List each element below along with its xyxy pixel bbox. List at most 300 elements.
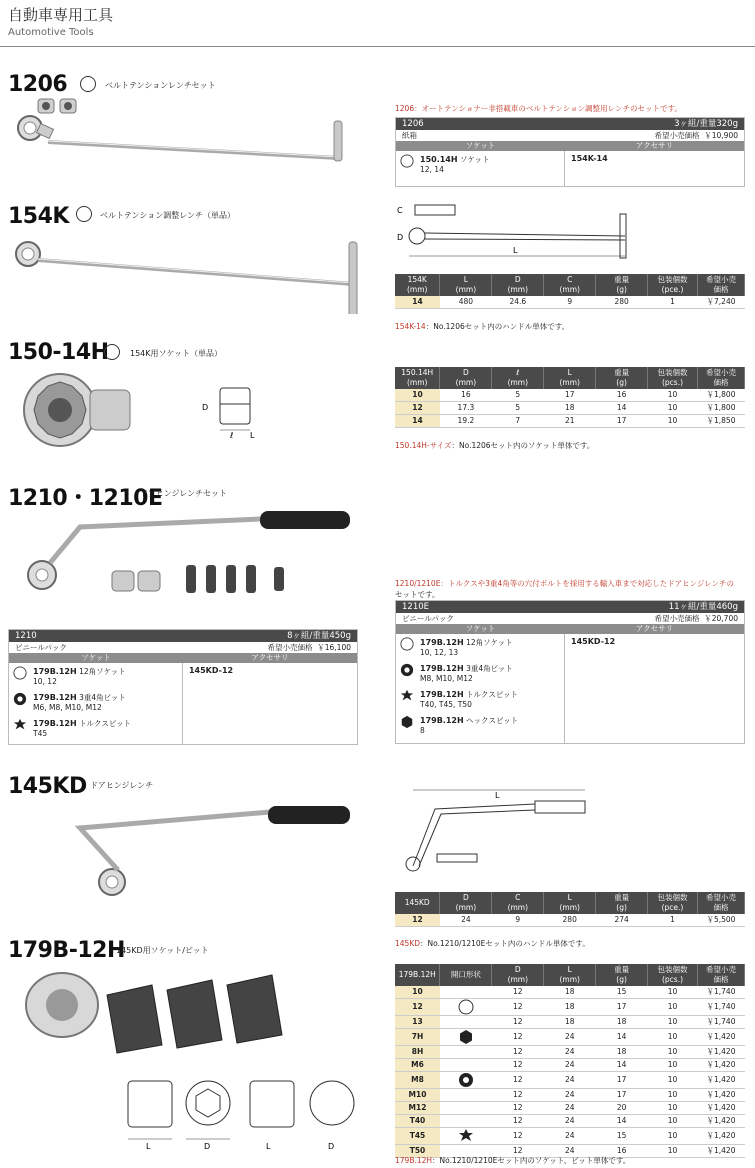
size-cell: T50 bbox=[395, 1145, 440, 1158]
socket-kind: 3重4角ビット bbox=[79, 693, 126, 702]
dim-d: D bbox=[397, 233, 404, 242]
spec-cell: 10 bbox=[648, 1016, 698, 1029]
dim-l: L bbox=[250, 431, 255, 440]
set-code: 1206 bbox=[402, 119, 424, 129]
spec-header-cell bbox=[697, 964, 744, 986]
model-179B-desc: 145KD用ソケット/ビット bbox=[116, 946, 209, 955]
note-145KD-code: 145KD bbox=[395, 939, 421, 948]
spec-cell: ￥1,740 bbox=[697, 999, 744, 1016]
spec-cell: 5 bbox=[492, 389, 544, 402]
socket-item bbox=[396, 712, 564, 738]
col-socket: ソケット bbox=[465, 141, 496, 150]
header-line-2: 価格 bbox=[713, 975, 729, 984]
socket-sizes: T45 bbox=[33, 729, 48, 738]
accessory-item: 145KD-12 bbox=[188, 666, 234, 675]
set-box-1210E bbox=[395, 600, 745, 744]
socket-sizes: T40, T45, T50 bbox=[420, 700, 472, 709]
spec-cell: 9 bbox=[492, 914, 544, 927]
header-line-2: (mm) bbox=[559, 285, 580, 294]
page-title: 自動車専用工具 bbox=[8, 6, 114, 24]
header-line-1: 希望小売 bbox=[705, 893, 736, 902]
header-line-1: 145KD bbox=[404, 898, 430, 907]
socket-kind: トルクスビット bbox=[466, 690, 519, 699]
belt-tension-wrench-set-image bbox=[8, 96, 378, 166]
socket-kind: 3重4角ビット bbox=[466, 664, 513, 673]
spec-cell: 20 bbox=[596, 1102, 648, 1115]
dimension-drawings-179B bbox=[110, 1075, 360, 1155]
header-line-1: ℓ bbox=[516, 368, 520, 377]
hex-bit-icon bbox=[400, 715, 414, 729]
socket-list bbox=[396, 634, 565, 744]
col-accessory: アクセサリ bbox=[251, 653, 289, 662]
spec-cell: 18 bbox=[596, 1046, 648, 1059]
col-socket: ソケット bbox=[81, 653, 111, 662]
spec-cell: 17 bbox=[544, 389, 596, 402]
header-line-2: 価格 bbox=[713, 378, 729, 387]
header-line-2: (mm) bbox=[559, 378, 580, 387]
opening-shape-cell bbox=[440, 986, 492, 999]
spec-table-145KD bbox=[395, 892, 745, 927]
spec-header-row bbox=[395, 274, 745, 296]
table-row bbox=[395, 1016, 745, 1029]
dim-d: D bbox=[202, 403, 209, 412]
table-row bbox=[395, 1115, 745, 1128]
spec-header-cell bbox=[596, 367, 648, 389]
model-1206-desc: ベルトテンションレンチセット bbox=[105, 81, 216, 90]
header-line-2: 価格 bbox=[713, 285, 729, 294]
spec-cell: ￥1,420 bbox=[697, 1102, 744, 1115]
table-row bbox=[395, 296, 745, 309]
col-accessory: アクセサリ bbox=[635, 624, 674, 633]
spec-header-cell bbox=[395, 964, 440, 986]
note-1206-text: 1206：オートテンショナー非搭載車のベルトテンション調整用レンチのセットです。 bbox=[395, 104, 682, 113]
spec-header-cell bbox=[596, 274, 648, 296]
header-line-1: D bbox=[514, 965, 521, 974]
spec-cell: 16 bbox=[596, 389, 648, 402]
table-row bbox=[395, 1059, 745, 1072]
spec-cell: 18 bbox=[544, 1016, 596, 1029]
spec-header-cell bbox=[697, 892, 744, 914]
spec-header-row bbox=[395, 367, 745, 389]
socket-code: 179B.12H bbox=[33, 693, 77, 702]
spec-cell: 14 bbox=[596, 402, 648, 415]
header-line-1: 重量 bbox=[614, 965, 630, 974]
spec-header-cell bbox=[492, 892, 544, 914]
table-row bbox=[395, 986, 745, 999]
torx-bit-icon bbox=[400, 689, 414, 703]
single-hex-icon bbox=[80, 76, 96, 92]
socket-item bbox=[9, 715, 182, 741]
header-line-1: 重量 bbox=[614, 893, 630, 902]
spec-header-cell bbox=[395, 274, 440, 296]
note-154K-code: 154K-14 bbox=[395, 322, 426, 331]
header-line-1: 154K bbox=[407, 275, 427, 284]
table-row bbox=[395, 1029, 745, 1046]
header-line-1: 希望小売 bbox=[706, 275, 736, 284]
spec-cell: ￥1,740 bbox=[697, 986, 744, 999]
model-154K: 154K bbox=[8, 204, 69, 229]
spec-cell: ￥1,420 bbox=[697, 1115, 744, 1128]
opening-shape-cell bbox=[440, 999, 492, 1016]
packaging: ビニールパック bbox=[15, 643, 67, 652]
table-row bbox=[395, 1128, 745, 1145]
size-cell: 10 bbox=[395, 986, 440, 999]
header-line-1: 希望小売 bbox=[705, 368, 736, 377]
triple-square-bit-icon bbox=[13, 692, 27, 706]
spec-cell: 21 bbox=[544, 415, 596, 428]
socket-and-bits-image bbox=[112, 565, 284, 593]
note-1210-line2: セットです。 bbox=[395, 590, 440, 599]
header-line-1: D bbox=[514, 275, 521, 284]
note-150-14H-code: 150.14H-サイズ bbox=[395, 441, 452, 450]
size-cell: 12 bbox=[395, 914, 440, 927]
header-line-2: (g) bbox=[616, 285, 627, 294]
dim-l: L bbox=[495, 791, 500, 800]
spec-cell: 12 bbox=[492, 986, 544, 999]
spec-header-cell bbox=[440, 367, 492, 389]
spec-cell: ￥1,800 bbox=[697, 389, 744, 402]
socket-sizes: 10, 12, 13 bbox=[420, 648, 459, 657]
spec-cell: 10 bbox=[648, 1059, 698, 1072]
note-1210-line1: 1210/1210E：トルクスや3重4角等の穴付ボルトを採用する輸入車まで対応したドアヒンジレンチの bbox=[395, 579, 734, 588]
spec-cell: 24 bbox=[544, 1145, 596, 1158]
spec-header-cell bbox=[544, 892, 596, 914]
size-cell: 12 bbox=[395, 999, 440, 1016]
header-line-2: (mm) bbox=[507, 975, 529, 984]
size-cell: M12 bbox=[395, 1102, 440, 1115]
triple-square-bit-icon bbox=[458, 1072, 474, 1088]
socket-code: 179B.12H bbox=[420, 690, 464, 699]
header-line-2: (mm) bbox=[559, 903, 580, 912]
socket-item bbox=[396, 660, 564, 686]
note-145KD-text: ：No.1210/1210Eセット内のハンドル単体です。 bbox=[420, 939, 590, 948]
hex-bit-icon bbox=[458, 1029, 474, 1045]
spec-header-cell bbox=[697, 367, 744, 389]
socket-kind: ヘックスビット bbox=[466, 716, 519, 725]
spec-cell: ￥1,420 bbox=[697, 1145, 744, 1158]
spec-cell: 17 bbox=[596, 415, 648, 428]
note-154K-text: ：No.1206セット内のハンドル単体です。 bbox=[425, 322, 570, 331]
header-line-2: 価格 bbox=[713, 903, 729, 912]
size-cell: M8 bbox=[395, 1072, 440, 1089]
spec-cell: 480 bbox=[440, 296, 492, 309]
socket-sizes: 12, 14 bbox=[420, 165, 444, 174]
socket-item bbox=[396, 634, 564, 660]
dim-l-2: L bbox=[266, 1142, 271, 1151]
note-150-14H bbox=[395, 440, 594, 451]
socket-kind: 12角ソケット bbox=[466, 638, 513, 647]
note-150-14H-text: ：No.1206セット内のソケット単体です。 bbox=[451, 441, 595, 450]
header-line-1: 包装個数 bbox=[657, 965, 688, 974]
size-cell: 10 bbox=[395, 389, 440, 402]
spec-cell: 24 bbox=[544, 1046, 596, 1059]
socket-item bbox=[9, 689, 182, 715]
header-line-1: D bbox=[463, 368, 469, 377]
size-cell: M6 bbox=[395, 1059, 440, 1072]
spec-cell: 14 bbox=[596, 1029, 648, 1046]
spec-header-cell bbox=[596, 892, 648, 914]
spec-cell: 16 bbox=[440, 389, 492, 402]
spec-cell: 18 bbox=[544, 402, 596, 415]
header-line-1: L bbox=[567, 368, 572, 377]
set-code: 1210 bbox=[15, 631, 37, 641]
spec-cell: 24 bbox=[544, 1059, 596, 1072]
socket-item bbox=[9, 663, 182, 689]
header-line-2: (mm) bbox=[455, 285, 477, 294]
model-1210-desc: ドアヒンジレンチセット bbox=[140, 489, 227, 498]
header-line-1: C bbox=[567, 275, 573, 284]
spec-cell: 10 bbox=[648, 1145, 698, 1158]
dim-d-2: D bbox=[328, 1142, 335, 1151]
header-line-1: 開口形状 bbox=[450, 970, 481, 979]
opening-shape-cell bbox=[440, 1115, 492, 1128]
table-row bbox=[395, 1102, 745, 1115]
spec-table-150-14H bbox=[395, 367, 745, 428]
spec-header-cell bbox=[492, 274, 544, 296]
spec-table-154K bbox=[395, 274, 745, 309]
spec-cell: 1 bbox=[648, 914, 698, 927]
dim-d: D bbox=[204, 1142, 211, 1151]
single-hex-icon bbox=[76, 206, 92, 222]
header-line-2: (mm) bbox=[559, 975, 580, 984]
spec-cell: 24 bbox=[544, 1072, 596, 1089]
spec-cell: 24 bbox=[544, 1128, 596, 1145]
socket-150-14H-image bbox=[20, 370, 140, 450]
spec-header-row bbox=[395, 892, 745, 914]
size-cell: 8H bbox=[395, 1046, 440, 1059]
spec-cell: 24 bbox=[544, 1029, 596, 1046]
spec-header-cell bbox=[544, 274, 596, 296]
header-line-2: (pce.) bbox=[661, 903, 684, 912]
set-box-1206 bbox=[395, 117, 745, 187]
triple-square-bit-icon bbox=[400, 663, 414, 677]
spec-cell: 12 bbox=[492, 1115, 544, 1128]
spec-cell: 10 bbox=[648, 1072, 698, 1089]
header-line-1: 希望小売 bbox=[705, 965, 736, 974]
spec-cell: 12 bbox=[492, 1046, 544, 1059]
header-line-1: 包装個数 bbox=[657, 368, 688, 377]
header-line-2: (mm) bbox=[507, 285, 529, 294]
spec-header-cell bbox=[544, 964, 596, 986]
header-line-2: (pcs.) bbox=[662, 975, 684, 984]
model-150-14H-desc: 154K用ソケット（単品） bbox=[130, 349, 223, 358]
spec-header-cell bbox=[648, 892, 698, 914]
header-divider bbox=[0, 46, 755, 47]
note-154K bbox=[395, 321, 569, 332]
spec-cell: 9 bbox=[544, 296, 596, 309]
spec-cell: 12 bbox=[492, 1016, 544, 1029]
socket-sizes: 8 bbox=[420, 726, 425, 735]
spec-table-179B-12H bbox=[395, 964, 745, 1158]
col-accessory: アクセサリ bbox=[635, 141, 674, 150]
spec-cell: 17 bbox=[596, 1072, 648, 1089]
socket-code: 179B.12H bbox=[420, 664, 464, 673]
spec-cell: 17 bbox=[596, 999, 648, 1016]
table-row bbox=[395, 1072, 745, 1089]
spec-cell: 10 bbox=[648, 1102, 698, 1115]
dimension-drawing-145KD bbox=[395, 784, 605, 884]
spec-cell: 12 bbox=[492, 1102, 544, 1115]
spec-cell: 12 bbox=[492, 1072, 544, 1089]
accessory-item: 154K-14 bbox=[571, 154, 608, 163]
set-box-1210 bbox=[8, 629, 358, 745]
belt-tension-wrench-image bbox=[8, 234, 378, 314]
set-code: 1210E bbox=[402, 602, 430, 612]
spec-cell: 24 bbox=[544, 1102, 596, 1115]
spec-cell: ￥1,800 bbox=[697, 402, 744, 415]
size-cell: T40 bbox=[395, 1115, 440, 1128]
note-179B-code: 179B.12H bbox=[395, 1156, 433, 1165]
dim-l: L bbox=[513, 246, 518, 255]
spec-cell: 12 bbox=[492, 1059, 544, 1072]
spec-header-cell bbox=[440, 274, 492, 296]
price-label: 希望小売価格 bbox=[267, 643, 313, 652]
header-line-1: 重量 bbox=[614, 368, 630, 377]
socket-code: 179B.12H bbox=[33, 667, 77, 676]
price-label: 希望小売価格 bbox=[654, 131, 700, 140]
spec-header-cell bbox=[492, 964, 544, 986]
spec-cell: 15 bbox=[596, 1128, 648, 1145]
opening-shape-cell bbox=[440, 1059, 492, 1072]
torx-bit-icon bbox=[458, 1128, 474, 1144]
header-line-1: L bbox=[567, 965, 572, 974]
size-cell: T45 bbox=[395, 1128, 440, 1145]
socket-pair-image bbox=[38, 99, 76, 113]
spec-cell: 12 bbox=[492, 1128, 544, 1145]
table-row bbox=[395, 389, 745, 402]
dimension-drawing-150-14H bbox=[200, 380, 270, 442]
header-line-1: 179B.12H bbox=[398, 970, 436, 979]
model-145KD-desc: ドアヒンジレンチ bbox=[90, 781, 154, 790]
socket-kind: トルクスビット bbox=[79, 719, 132, 728]
header-line-1: 150.14H bbox=[401, 368, 434, 377]
page-subtitle: Automotive Tools bbox=[8, 27, 94, 38]
single-hex-icon bbox=[104, 344, 120, 360]
spec-cell: 1 bbox=[648, 296, 698, 309]
spec-cell: 17.3 bbox=[440, 402, 492, 415]
spec-cell: 24.6 bbox=[492, 296, 544, 309]
model-145KD: 145KD bbox=[8, 774, 87, 799]
size-cell: 13 bbox=[395, 1016, 440, 1029]
dim-c: C bbox=[397, 206, 403, 215]
packaging: 紙箱 bbox=[402, 131, 417, 140]
header-line-2: (g) bbox=[616, 903, 627, 912]
12-point-socket-icon bbox=[400, 637, 414, 651]
header-line-1: D bbox=[463, 893, 469, 902]
header-line-2: (g) bbox=[616, 378, 627, 387]
spec-cell: 12 bbox=[492, 1089, 544, 1102]
spec-cell: ￥1,420 bbox=[697, 1089, 744, 1102]
note-1210 bbox=[395, 578, 750, 600]
spec-cell: 10 bbox=[648, 1046, 698, 1059]
header-line-1: 重量 bbox=[614, 275, 630, 284]
spec-cell: 10 bbox=[648, 1089, 698, 1102]
12-point-socket-icon bbox=[13, 666, 27, 680]
opening-shape-cell bbox=[440, 1128, 492, 1145]
header-line-2: (mm) bbox=[455, 378, 477, 387]
socket-item bbox=[396, 686, 564, 712]
opening-shape-cell bbox=[440, 1016, 492, 1029]
table-row bbox=[395, 415, 745, 428]
spec-header-cell bbox=[395, 367, 440, 389]
12-point-socket-icon bbox=[400, 154, 414, 168]
12-point-socket-icon bbox=[458, 999, 474, 1015]
model-1206: 1206 bbox=[8, 72, 68, 97]
socket-code: 179B.12H bbox=[33, 719, 77, 728]
accessory-item: 145KD-12 bbox=[571, 637, 616, 646]
spec-cell: 10 bbox=[648, 1115, 698, 1128]
note-179B-text: ：No.1210/1210Eセット内のソケット、ビット単体です。 bbox=[432, 1156, 631, 1165]
opening-shape-cell bbox=[440, 1046, 492, 1059]
socket-sizes: M6, M8, M10, M12 bbox=[33, 703, 102, 712]
door-hinge-wrench-image bbox=[20, 800, 360, 900]
spec-cell: 18 bbox=[544, 986, 596, 999]
socket-sizes: 10, 12 bbox=[33, 677, 57, 686]
spec-header-cell bbox=[596, 964, 648, 986]
size-cell: 14 bbox=[395, 296, 440, 309]
set-price: ￥10,900 bbox=[704, 131, 738, 140]
spec-cell: 17 bbox=[596, 1089, 648, 1102]
spec-cell: 18 bbox=[596, 1016, 648, 1029]
socket-code: 150.14H bbox=[420, 155, 458, 164]
model-179B-12H: 179B-12H bbox=[8, 938, 125, 963]
header-line-2: (mm) bbox=[406, 378, 428, 387]
dimension-drawing-154K bbox=[395, 198, 640, 263]
opening-shape-cell bbox=[440, 1089, 492, 1102]
size-cell: 12 bbox=[395, 402, 440, 415]
spec-cell: 24 bbox=[544, 1089, 596, 1102]
spec-header-cell bbox=[492, 367, 544, 389]
header-line-1: 包装個数 bbox=[657, 893, 688, 902]
spec-cell: ￥1,420 bbox=[697, 1128, 744, 1145]
header-line-2: (g) bbox=[616, 975, 627, 984]
spec-header-cell bbox=[648, 964, 698, 986]
spec-cell: 10 bbox=[648, 1029, 698, 1046]
spec-cell: 10 bbox=[648, 999, 698, 1016]
dim-l: L bbox=[146, 1142, 151, 1151]
note-1206 bbox=[395, 103, 682, 114]
torx-bit-icon bbox=[13, 718, 27, 732]
set-weight: 11ヶ組/重量460g bbox=[668, 602, 738, 612]
header-line-2: (mm) bbox=[507, 378, 529, 387]
size-cell: M10 bbox=[395, 1089, 440, 1102]
spec-cell: 5 bbox=[492, 402, 544, 415]
note-145KD bbox=[395, 938, 590, 949]
opening-shape-cell bbox=[440, 1102, 492, 1115]
spec-cell: 10 bbox=[648, 415, 698, 428]
sockets-and-bits-179B-image bbox=[12, 965, 312, 1060]
spec-cell: 274 bbox=[596, 914, 648, 927]
spec-cell: 14 bbox=[596, 1115, 648, 1128]
spec-header-cell bbox=[440, 964, 492, 986]
header-line-1: 包装個数 bbox=[657, 275, 688, 284]
spec-cell: 18 bbox=[544, 999, 596, 1016]
spec-cell: ￥1,420 bbox=[697, 1059, 744, 1072]
header-line-1: L bbox=[463, 275, 468, 284]
note-179B bbox=[395, 1155, 630, 1166]
spec-cell: 12 bbox=[492, 999, 544, 1016]
model-150-14H: 150-14H bbox=[8, 340, 109, 365]
spec-cell: ￥1,850 bbox=[697, 415, 744, 428]
spec-cell: ￥7,240 bbox=[698, 296, 745, 309]
spec-header-cell bbox=[544, 367, 596, 389]
spec-cell: 7 bbox=[492, 415, 544, 428]
packaging: ビニールパック bbox=[402, 614, 454, 623]
col-socket: ソケット bbox=[465, 624, 496, 633]
spec-cell: 12 bbox=[492, 1029, 544, 1046]
spec-cell: ￥1,420 bbox=[697, 1029, 744, 1046]
header-line-2: (mm) bbox=[406, 285, 428, 294]
